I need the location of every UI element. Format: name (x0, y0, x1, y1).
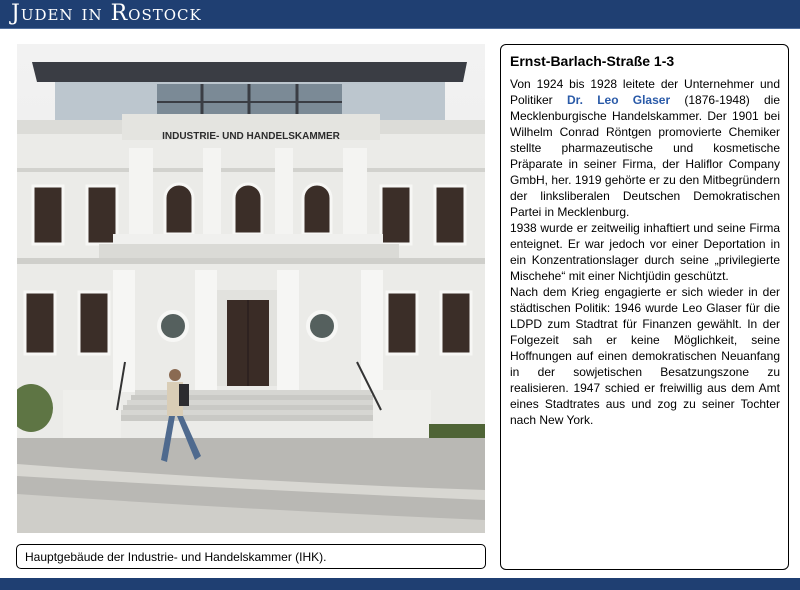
site-title: Juden in Rostock (11, 1, 202, 26)
article-paragraph-1 (510, 76, 780, 220)
facade-lettering: INDUSTRIE- UND HANDELSKAMMER (162, 131, 340, 142)
paragraph-1-intro: Von 1924 bis 1928 leitete der Unternehmer und Politiker (510, 77, 780, 107)
caption-text: Hauptgebäude der Industrie- und Handelskammer (IHK). (25, 550, 327, 564)
article-body (510, 76, 780, 428)
header-bar (0, 0, 800, 29)
building-photo (17, 44, 485, 533)
article-paragraph-3: Nach dem Krieg engagierte er sich wieder in der städtischen Politik: 1946 wurde Leo Glaser für die LDPD zum Stadtrat für Finanzen gewählt. In der Folgezeit sah er keine Möglichkeit, seine Hoffnungen auf einen demokratischen Neuanfang in der sowjetischen Besatzungszone zu realisieren. 1947 schied er freiwillig aus dem Amt eines Stadtrates aus und zog zu seiner Tochter nach New York. (510, 285, 780, 427)
article-title: Ernst-Barlach-Straße 1-3 (510, 53, 675, 69)
article-paragraph-2: 1938 wurde er zeitweilig inhaftiert und seine Firma enteignet. Er war jedoch vor einer Deportation in ein Konzentrationslager durch seine „privilegierte Mischehe“ mit einer Nichtjüdin geschützt. (510, 221, 780, 283)
paragraph-1-rest: (1876-1948) die Mecklenburgische Handelskammer. Der 1901 bei Wilhelm Conrad Röntgen promovierte Chemiker stellte pharmazeutische und kosmetische Präparate in seiner Firma, der Haliflor Company GmbH, her. 1919 gehörte er zu den Mitbegründern der linksliberalen Deutschen Demokratischen Partei in Mecklenburg. (510, 93, 781, 219)
article-panel (500, 44, 789, 570)
person-link-leo-glaser[interactable]: Dr. Leo Glaser (566, 93, 671, 107)
photo-caption (16, 544, 486, 569)
footer-bar (0, 578, 800, 590)
